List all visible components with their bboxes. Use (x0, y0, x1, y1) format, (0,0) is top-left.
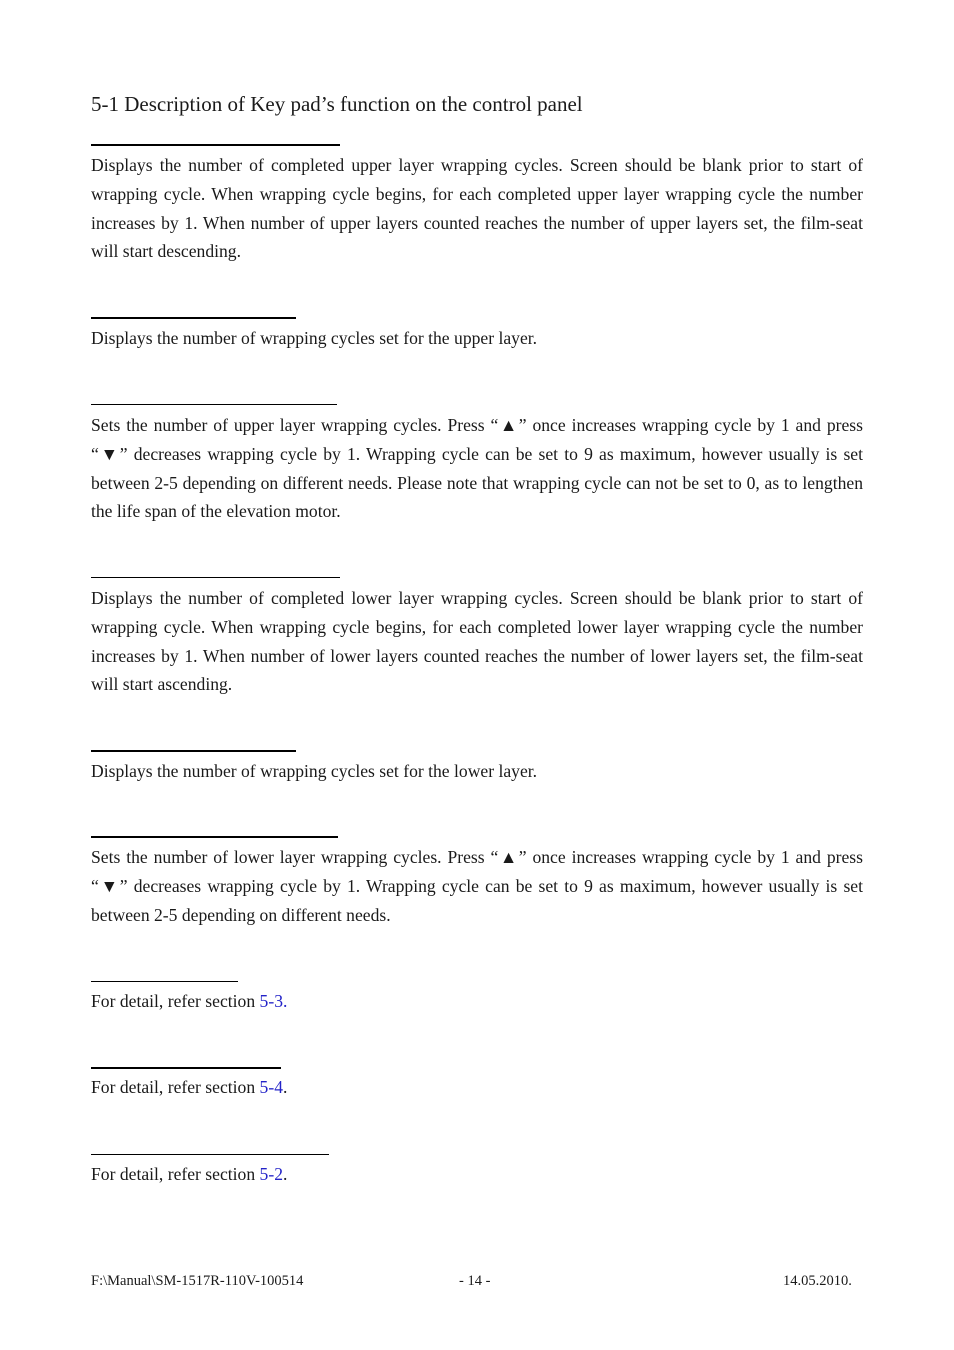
lower-layer-counted-description: Displays the number of completed lower layer wrapping cycles. Screen should be blank prior to start of wrapping cycle. When wrapping cycle begins, for each completed lower layer wrapping cycle the number increases by 1. When number of lower layers counted reaches the number of lower layers set, the film-seat will start ascending. (91, 588, 863, 695)
down-arrow-icon: ▼ (98, 443, 120, 464)
upper-layer-set-description: Displays the number of wrapping cycles set for the upper layer. (91, 328, 538, 348)
reference-line: For detail, refer section 5-2. (91, 1164, 288, 1184)
down-arrow-icon: ▼ (98, 875, 120, 896)
section-heading: 5-1 Description of Key pad’s function on the control panel (91, 92, 583, 116)
section-link[interactable]: 5-3 (259, 991, 283, 1011)
section-rule (91, 836, 338, 838)
reference-line: For detail, refer section 5-3. (91, 991, 288, 1011)
section-rule (91, 981, 238, 982)
footer-date: 14.05.2010. (783, 1273, 852, 1289)
footer-page-number: - 14 - (459, 1273, 491, 1289)
up-arrow-icon: ▲ (498, 415, 519, 435)
section-rule (91, 317, 296, 319)
section-link[interactable]: 5-4 (259, 1077, 283, 1097)
reference-line: For detail, refer section 5-4. (91, 1077, 288, 1097)
section-rule (91, 1154, 329, 1155)
section-rule (91, 404, 337, 405)
upper-layer-counted-description: Displays the number of completed upper layer wrapping cycles. Screen should be blank prior to start of wrapping cycle. When wrapping cycle begins, for each completed upper layer wrapping cycle the number increases by 1. When number of upper layers counted reaches the number of upper layers set, the film-seat will start descending. (91, 155, 863, 262)
section-rule (91, 1067, 281, 1069)
section-link[interactable]: 5-2 (259, 1164, 283, 1184)
upper-layer-setting-description: Sets the number of upper layer wrapping cycles. Press “▲” once increases wrapping cycle by 1 and press “▼” decreases wrapping cycle by 1. Wrapping cycle can be set to 9 as maximum, however usually is set between 2-5 depending on different needs. Please note that wrapping cycle can not be set to 0, as to lengthen the life span of the elevation motor. (91, 415, 863, 522)
lower-layer-set-description: Displays the number of wrapping cycles set for the lower layer. (91, 761, 538, 781)
up-arrow-icon: ▲ (498, 847, 519, 867)
section-rule (91, 750, 296, 752)
lower-layer-setting-description: Sets the number of lower layer wrapping cycles. Press “▲” once increases wrapping cycle by 1 and press “▼” decreases wrapping cycle by 1. Wrapping cycle can be set to 9 as maximum, however usually is set between 2-5 depending on different needs. (91, 847, 863, 925)
footer-file-path: F:\Manual\SM-1517R-110V-100514 (91, 1273, 304, 1289)
section-rule (91, 577, 340, 578)
section-rule (91, 144, 340, 146)
